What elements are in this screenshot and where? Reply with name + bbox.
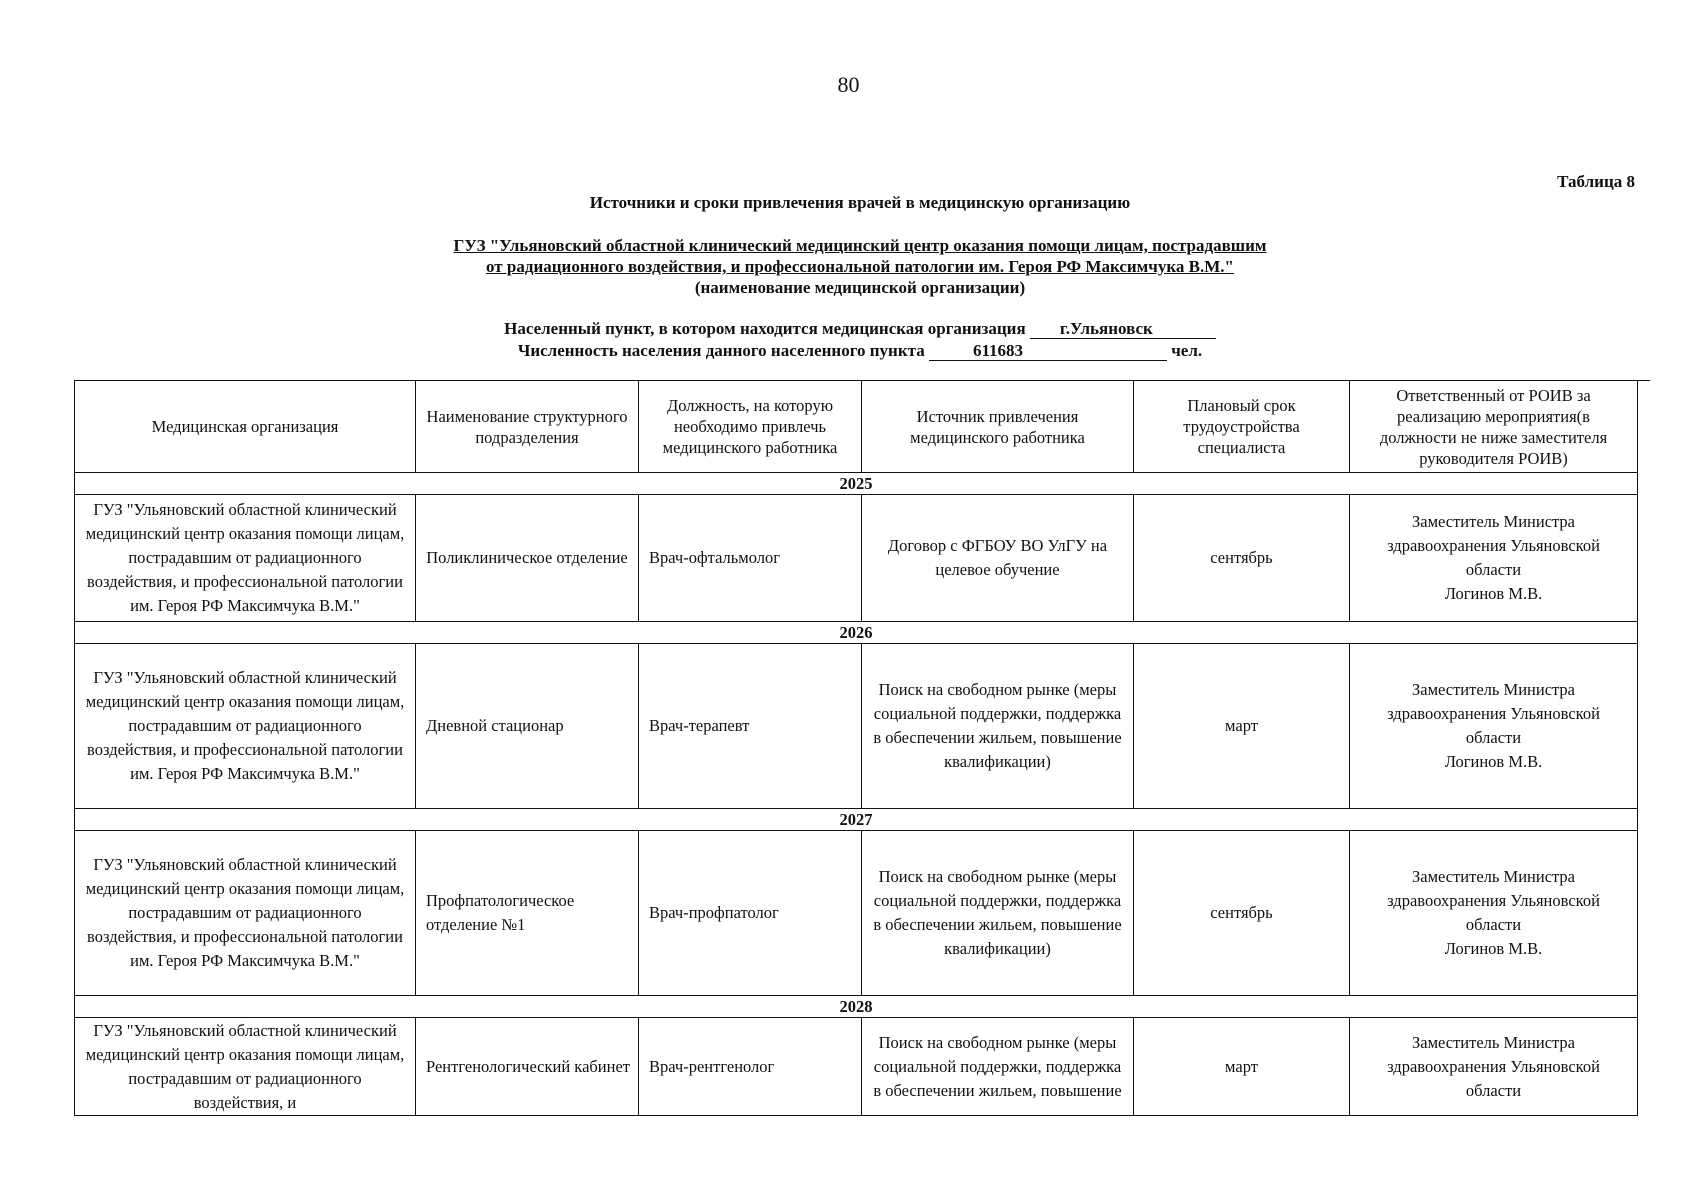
location-field (1030, 320, 1216, 339)
sources-table (74, 380, 1638, 1116)
year-cell: 2025 (75, 473, 1638, 495)
location-line (0, 319, 1697, 339)
term-cell: сентябрь (1134, 495, 1350, 622)
org-cell: ГУЗ "Ульяновский областной клинический медицинский центр оказания помощи лицам, пострадавшим от радиационного воздействия, и профессиональной патологии им. Героя РФ Максимчука В.М." (75, 495, 416, 622)
source-cell: Поиск на свободном рынке (меры социальной поддержки, поддержка в обеспечении жильем, повышение (862, 1018, 1134, 1116)
responsible-name: Логинов М.В. (1444, 584, 1543, 603)
responsible-cell (1350, 495, 1638, 622)
table-row (75, 495, 1638, 622)
responsible-name: Логинов М.В. (1444, 939, 1543, 958)
position-cell: Врач-терапевт (639, 644, 862, 809)
population-line (0, 341, 1697, 361)
position-cell: Врач-профпатолог (639, 831, 862, 996)
term-cell: сентябрь (1134, 831, 1350, 996)
document-title: Источники и сроки привлечения врачей в медицинскую организацию (589, 193, 1131, 212)
table-row (75, 831, 1638, 996)
responsible-title: Заместитель Министра здравоохранения Ульяновской области (1387, 867, 1600, 934)
location-label: Населенный пункт, в котором находится медицинская организация (504, 319, 1026, 338)
position-cell: Врач-офтальмолог (639, 495, 862, 622)
header-term: Плановый срок трудоустройства специалиста (1134, 381, 1350, 473)
year-row (75, 809, 1638, 831)
population-unit: чел. (1171, 341, 1203, 360)
responsible-title: Заместитель Министра здравоохранения Ульяновской области (1387, 680, 1600, 747)
header-division: Наименование структурного подразделения (416, 381, 639, 473)
org-cell: ГУЗ "Ульяновский областной клинический медицинский центр оказания помощи лицам, пострадавшим от радиационного воздействия, и (75, 1018, 416, 1116)
header-organization: Медицинская организация (75, 381, 416, 473)
organization-name-line-1: ГУЗ "Ульяновский областной клинический медицинский центр оказания помощи лицам, пострадавшим (453, 236, 1267, 255)
year-cell: 2027 (75, 809, 1638, 831)
division-cell: Дневной стационар (416, 644, 639, 809)
population-field (929, 342, 1167, 361)
position-cell: Врач-рентгенолог (639, 1018, 862, 1116)
table-row (75, 1018, 1638, 1116)
term-cell: март (1134, 644, 1350, 809)
population-value: 611683 (972, 341, 1024, 360)
source-cell: Поиск на свободном рынке (меры социальной поддержки, поддержка в обеспечении жильем, повышение квалификации) (862, 831, 1134, 996)
year-row (75, 473, 1638, 495)
division-cell: Рентгенологический кабинет (416, 1018, 639, 1116)
responsible-name: Логинов М.В. (1444, 752, 1543, 771)
location-value: г.Ульяновск (1059, 319, 1153, 338)
division-cell: Поликлиническое отделение (416, 495, 639, 622)
division-cell: Профпатологическое отделение №1 (416, 831, 639, 996)
table-header-row (75, 381, 1638, 473)
page-number: 80 (837, 72, 860, 97)
responsible-cell (1350, 1018, 1638, 1116)
header-responsible: Ответственный от РОИВ за реализацию мероприятия(в должности не ниже заместителя руководителя РОИВ) (1350, 381, 1638, 473)
table-row (75, 644, 1638, 809)
responsible-cell (1350, 831, 1638, 996)
year-row (75, 622, 1638, 644)
population-label: Численность населения данного населенного пункта (517, 341, 925, 360)
org-cell: ГУЗ "Ульяновский областной клинический медицинский центр оказания помощи лицам, пострадавшим от радиационного воздействия, и профессиональной патологии им. Героя РФ Максимчука В.М." (75, 644, 416, 809)
year-cell: 2026 (75, 622, 1638, 644)
table-label: Таблица 8 (1557, 172, 1635, 191)
responsible-title: Заместитель Министра здравоохранения Ульяновской области (1387, 512, 1600, 579)
organization-caption: (наименование медицинской организации) (694, 278, 1026, 297)
responsible-title: Заместитель Министра здравоохранения Ульяновской области (1387, 1032, 1600, 1100)
source-cell: Поиск на свободном рынке (меры социальной поддержки, поддержка в обеспечении жильем, повышение квалификации) (862, 644, 1134, 809)
source-cell: Договор с ФГБОУ ВО УлГУ на целевое обучение (862, 495, 1134, 622)
header-source: Источник привлечения медицинского работника (862, 381, 1134, 473)
header-position: Должность, на которую необходимо привлечь медицинского работника (639, 381, 862, 473)
term-cell: март (1134, 1018, 1350, 1116)
year-cell: 2028 (75, 996, 1638, 1018)
org-cell: ГУЗ "Ульяновский областной клинический медицинский центр оказания помощи лицам, пострадавшим от радиационного воздействия, и профессиональной патологии им. Героя РФ Максимчука В.М." (75, 831, 416, 996)
year-row (75, 996, 1638, 1018)
responsible-cell (1350, 644, 1638, 809)
organization-name-line-2: от радиационного воздействия, и профессиональной патологии им. Героя РФ Максимчука В.М." (486, 257, 1234, 276)
